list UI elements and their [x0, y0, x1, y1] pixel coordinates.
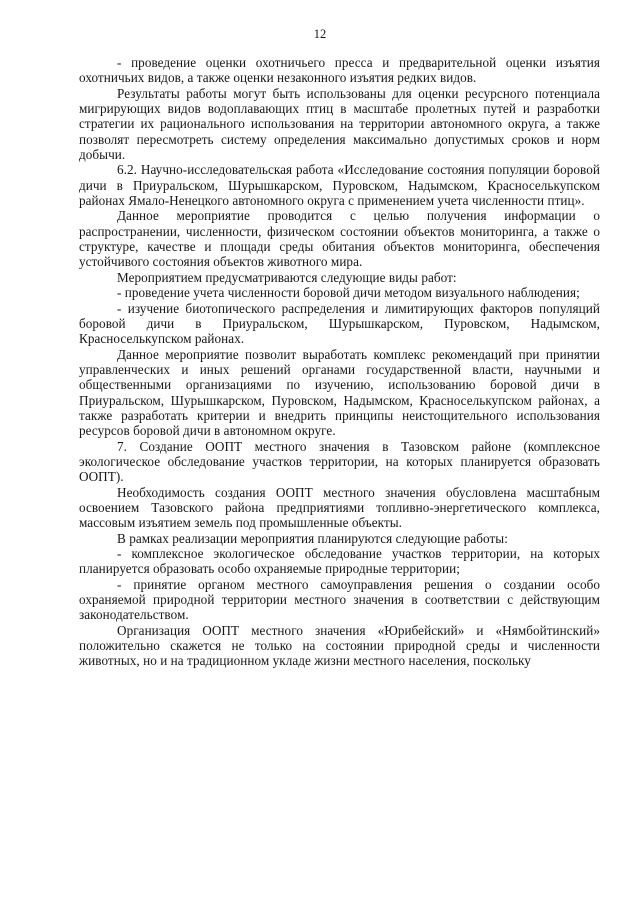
- paragraph: Необходимость создания ООПТ местного значения обусловлена масштабным освоением Тазовского района предприятиями топливно-энергетического комплекса, массовым изъятием земель под промышленные объекты.: [79, 484, 600, 531]
- paragraph: В рамках реализации мероприятия планируются следующие работы:: [117, 530, 508, 546]
- document-body: [79, 55, 600, 669]
- paragraph: - изучение биотопического распределения и лимитирующих факторов популяций боровой дичи в Приуральском, Шурышкарском, Пуровском, Надымском, Красноселькупском районах.: [79, 300, 600, 347]
- paragraph: Результаты работы могут быть использованы для оценки ресурсного потенциала мигрирующих видов водоплавающих птиц в масштабе пролетных путей и разработки стратегии их рационального использования на территории автономного округа, а также позволят пересмотреть систему определения максимально допустимых сроков и норм добычи.: [79, 85, 600, 163]
- paragraph: 7. Создание ООПТ местного значения в Тазовском районе (комплексное экологическое обследование участков территории, на которых планируется образовать ООПТ).: [79, 438, 600, 485]
- paragraph: - проведение оценки охотничьего пресса и предварительной оценки изъятия охотничьих видов, а также оценки незаконного изъятия редких видов.: [79, 55, 600, 86]
- paragraph: - проведение учета численности боровой дичи методом визуального наблюдения;: [117, 285, 580, 301]
- paragraph: Мероприятием предусматриваются следующие виды работ:: [117, 269, 457, 285]
- paragraph: Данное мероприятие позволит выработать комплекс рекомендаций при принятии управленческих и иных решений органами государственной власти, научными и общественными организациями по изучению, использованию боровой дичи в Приуральском, Шурышкарском, Пуровском, Надымском, Красноселькупском районах, а также разработать критерии и внедрить принципы неистощительного использования ресурсов боровой дичи в автономном округе.: [79, 346, 600, 439]
- paragraph: - комплексное экологическое обследование участков территории, на которых планируется образовать особо охраняемые природные территории;: [79, 546, 600, 577]
- paragraph: Данное мероприятие проводится с целью получения информации о распространении, численности, физическом состоянии объектов мониторинга, а также о структуре, качестве и площади среды обитания объектов мониторинга, обеспечения устойчивого состояния объектов животного мира.: [79, 208, 600, 270]
- paragraph: - принятие органом местного самоуправления решения о создании особо охраняемой природной территории местного значения в соответствии с действующим законодательством.: [79, 576, 600, 623]
- page-number: 12: [313, 27, 327, 41]
- paragraph: Организация ООПТ местного значения «Юрибейский» и «Нямбойтинский» положительно скажется не только на состоянии природной среды и численности животных, но и на традиционном укладе жизни местного населения, поскольку: [79, 622, 600, 669]
- paragraph: 6.2. Научно-исследовательская работа «Исследование состояния популяции боровой дичи в Приуральском, Шурышкарском, Пуровском, Надымском, Красноселькупском районах Ямало-Ненецкого автономного округа с применением учета численности птиц».: [79, 162, 600, 209]
